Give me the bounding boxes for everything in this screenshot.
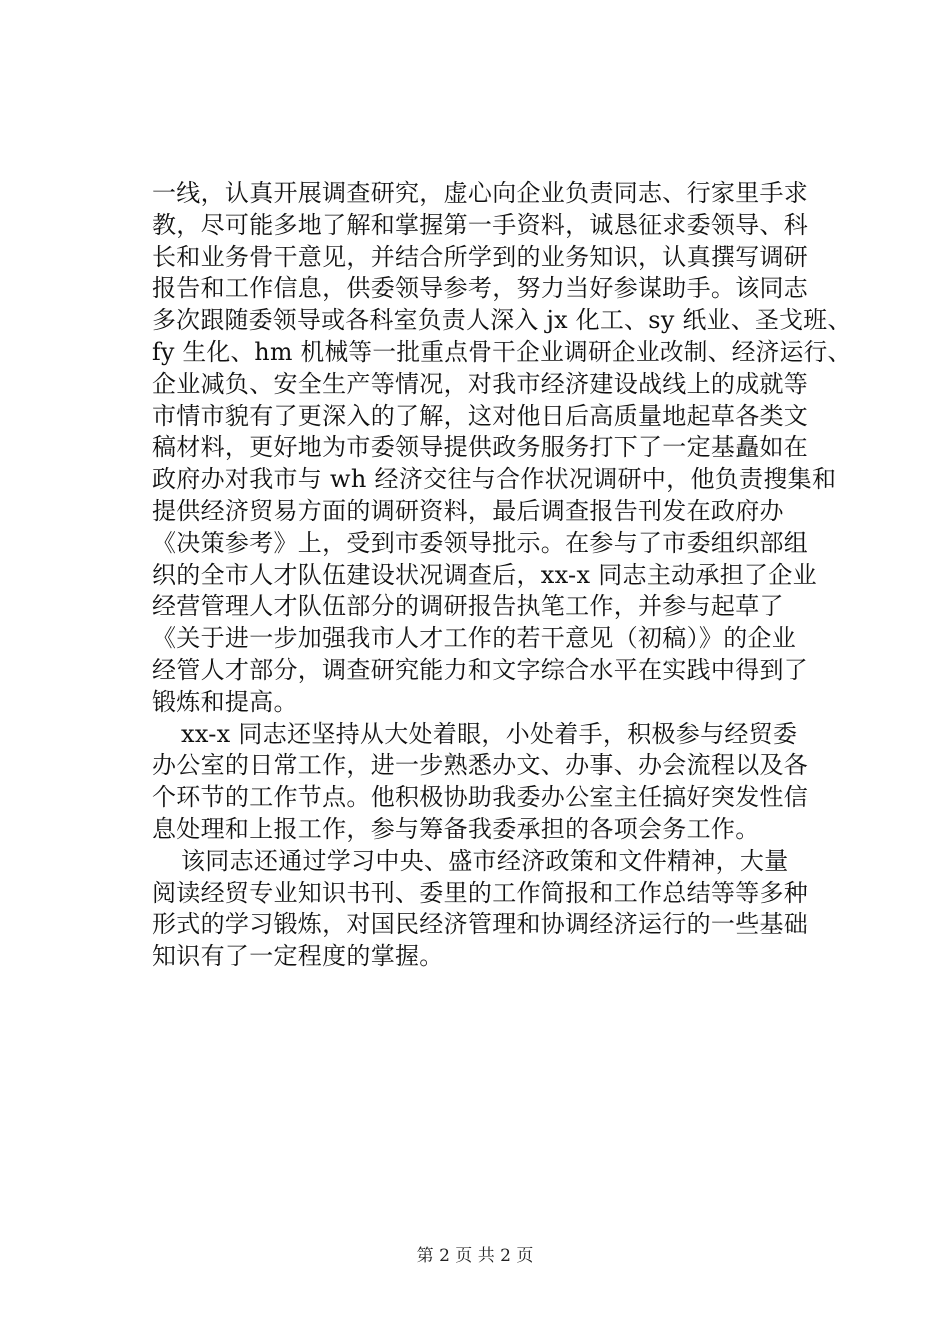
text-line: 《关于进一步加强我市人才工作的若干意见（初稿）》的企业 [152,624,797,653]
text-line: 政府办对我市与 wh 经济交往与合作状况调研中，他负责搜集和 [152,465,837,494]
text-line: 教，尽可能多地了解和掌握第一手资料，诚恳征求委领导、科 [152,210,809,239]
text-line: 息处理和上报工作，参与筹备我委承担的各项会务工作。 [152,814,760,843]
text-line: 提供经济贸易方面的调研资料，最后调查报告刊发在政府办 [152,496,784,525]
page-number-footer: 第 2 页 共 2 页 [416,1246,534,1266]
text-line: xx-x 同志还坚持从大处着眼，小处着手，积极参与经贸委 [181,719,798,748]
text-line: 个环节的工作节点。他积极协助我委办公室主任搞好突发性信 [152,783,809,812]
text-line: 形式的学习锻炼，对国民经济管理和协调经济运行的一些基础 [152,910,809,939]
text-line: 阅读经贸专业知识书刊、委里的工作简报和工作总结等等多种 [152,878,809,907]
text-line: 该同志还通过学习中央、盛市经济政策和文件精神，大量 [181,846,789,875]
text-line: 《决策参考》上，受到市委领导批示。在参与了市委组织部组 [152,528,809,557]
text-line: 经管人才部分，调查研究能力和文字综合水平在实践中得到了 [152,655,809,684]
text-line: 市情市貌有了更深入的了解，这对他日后高质量地起草各类文 [152,401,809,430]
text-line: 多次跟随委领导或各科室负责人深入 jx 化工、sy 纸业、圣戈班、 [152,306,852,335]
text-line: 知识有了一定程度的掌握。 [152,942,444,971]
text-line: 报告和工作信息，供委领导参考，努力当好参谋助手。该同志 [152,274,809,303]
document-body [152,178,852,973]
text-line: fy 生化、hm 机械等一批重点骨干企业调研企业改制、经济运行、 [152,337,852,366]
text-line: 企业减负、安全生产等情况，对我市经济建设战线上的成就等 [152,369,809,398]
text-line: 织的全市人才队伍建设状况调查后，xx-x 同志主动承担了企业 [152,560,817,589]
text-line: 稿材料，更好地为市委领导提供政务服务打下了一定基矗如在 [152,433,809,462]
text-line: 长和业务骨干意见，并结合所学到的业务知识，认真撰写调研 [152,242,809,271]
text-line: 一线，认真开展调查研究，虚心向企业负责同志、行家里手求 [152,179,809,207]
text-line: 经营管理人才队伍部分的调研报告执笔工作，并参与起草了 [152,592,784,621]
text-line: 锻炼和提高。 [152,687,298,716]
text-line: 办公室的日常工作，进一步熟悉办文、办事、办会流程以及各 [152,751,809,780]
